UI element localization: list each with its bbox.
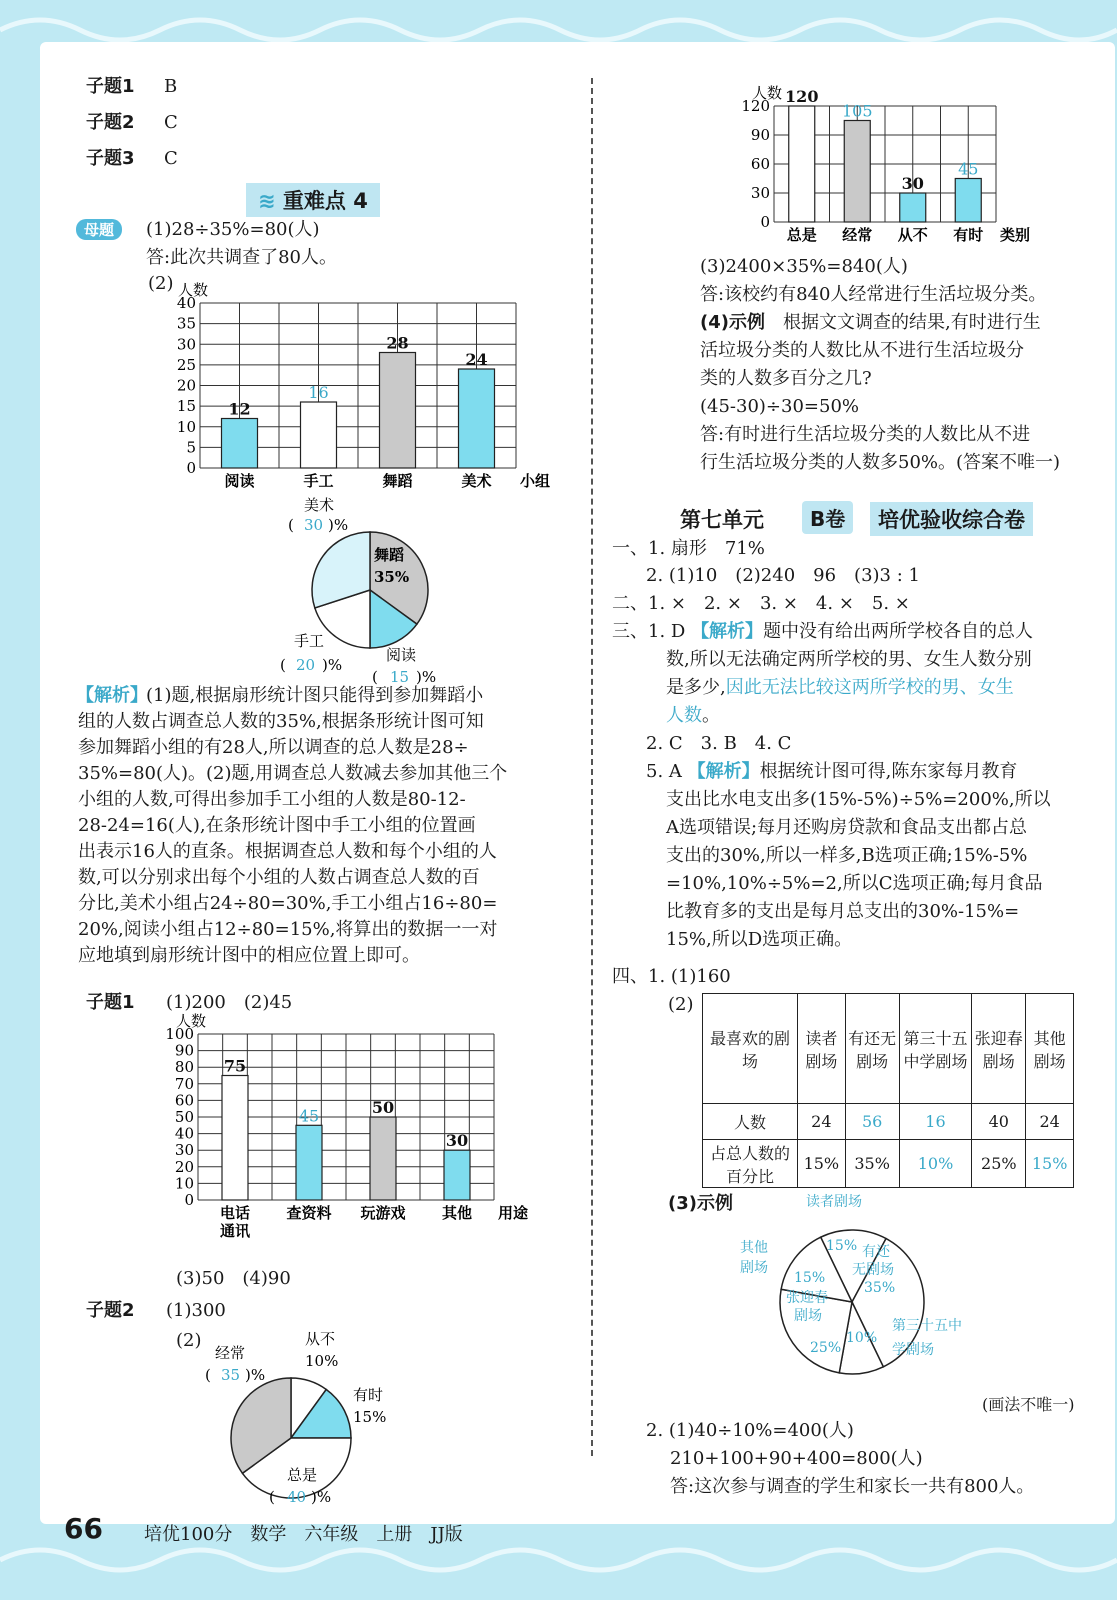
y-tick-label: 50: [174, 1108, 194, 1126]
column-divider: [591, 78, 593, 1456]
unit-header: [680, 500, 1080, 534]
bar-chart-sorting: [741, 78, 1090, 258]
y-tick-label: 10: [174, 1174, 194, 1193]
x-tick-label: 经常: [842, 226, 873, 244]
y-tick-label: 60: [750, 155, 770, 173]
bar: [301, 402, 337, 468]
bar-chart-phone-use: [160, 1012, 560, 1268]
table-cell: 24: [1026, 1104, 1074, 1140]
s3-5-line: [646, 761, 1017, 783]
pie-label-hand-pct: 20: [296, 656, 316, 674]
analysis-line: 小组的人数,可得出参加手工小组的人数是80-12-: [78, 789, 466, 810]
pie-label-reader: 读者剧场: [806, 1194, 862, 1210]
pie-label-dance: 舞蹈: [374, 546, 405, 564]
book-info: 培优100分 数学 六年级 上册 JJ版: [144, 1524, 463, 1545]
x-tick-label: 从不: [897, 226, 928, 244]
unit-title: 第七单元: [680, 508, 764, 532]
c4-line: 答:有时进行生活垃圾分类的人数比从不进: [700, 424, 1031, 445]
s3-5-line: 比教育多的支出是每月总支出的30%-15%=: [666, 901, 1020, 922]
answer-value-1: B: [164, 76, 178, 97]
pie-pct: 10%: [846, 1330, 878, 1346]
table-cell: 40: [972, 1104, 1026, 1140]
s3-1-line: [666, 705, 720, 727]
y-tick-label: 0: [760, 213, 770, 231]
y-tick-label: 40: [176, 294, 196, 312]
y-tick-label: 35: [176, 314, 196, 333]
pie-paren: )%: [245, 1366, 266, 1384]
bar-value-label: 28: [386, 333, 409, 353]
bar: [459, 369, 495, 468]
draw-note: (画法不唯一): [982, 1395, 1075, 1414]
x-tick-label: 查资料: [286, 1204, 332, 1222]
table-cell: 35%: [845, 1140, 899, 1188]
pie-paren: )%: [328, 516, 349, 534]
y-axis-label: 人数: [178, 281, 209, 299]
pie-paren: )%: [322, 656, 343, 674]
c4-line: 类的人数多百分之几?: [700, 368, 872, 389]
y-tick-label: 30: [174, 1141, 194, 1160]
analysis-line: 应地填到扇形统计图中的相应位置上即可。: [78, 945, 420, 966]
bar: [844, 121, 870, 223]
s3-1-end: 。: [702, 705, 720, 726]
mother-problem-tag: 母题: [76, 219, 122, 240]
y-tick-label: 20: [174, 1157, 194, 1176]
unit-subtitle: 培优验收综合卷: [870, 502, 1033, 536]
pie-label-read: 阅读: [386, 646, 417, 664]
y-tick-label: 90: [750, 126, 770, 144]
wave-icon: ≋: [258, 189, 276, 213]
table-cell: 56: [845, 1104, 899, 1140]
bar-value-label: 75: [223, 1056, 247, 1076]
s3-analysis-tag: 【解析】: [691, 621, 764, 642]
y-tick-label: 100: [165, 1025, 194, 1043]
x-axis-label: 类别: [1000, 226, 1031, 244]
pie-paren: (: [288, 516, 294, 534]
c4-line: 行生活垃圾分类的人数多50%。(答案不唯一): [700, 452, 1061, 473]
pie-paren: )%: [311, 1488, 332, 1506]
m1-calc: (1)28÷35%=80(人): [146, 219, 320, 240]
bar: [789, 106, 815, 222]
pie-pct: 25%: [810, 1340, 842, 1356]
pie-paren: (: [372, 668, 378, 686]
bar-value-label: 105: [841, 101, 873, 121]
theater-table: [702, 993, 1074, 1188]
table-header-cell: 有还无剧场: [845, 994, 899, 1104]
s3-1-line: [612, 621, 1033, 643]
pie-pct: 15%: [794, 1270, 826, 1286]
table-row-header: 人数: [703, 1104, 798, 1140]
y-tick-label: 90: [174, 1041, 194, 1060]
pie-label-zhang: 张迎春: [786, 1290, 828, 1306]
x-axis-label: 小组: [520, 472, 551, 490]
s1-2: 2. (1)10 (2)240 96 (3)3 : 1: [646, 565, 920, 586]
bar: [222, 1076, 248, 1201]
pie-label-never-pct: 10%: [305, 1352, 339, 1370]
pie-label-art: 美术: [304, 496, 335, 514]
c4-question: 根据文文调查的结果,有时进行生: [782, 312, 1041, 333]
bar: [222, 419, 258, 469]
pie-label-never: 从不: [305, 1330, 336, 1348]
x-tick-label: 总是: [786, 226, 817, 244]
table-row-header: 占总人数的百分比: [703, 1140, 798, 1188]
bar-value-label: 45: [298, 1106, 320, 1126]
y-tick-label: 70: [174, 1074, 194, 1093]
pie-chart-groups: [270, 496, 470, 695]
s3-1-highlight: 人数: [666, 705, 702, 726]
c3-line: (3)2400×35%=840(人): [700, 256, 908, 277]
pie-pct: 35%: [864, 1280, 896, 1296]
analysis-tag: 【解析】: [76, 685, 148, 706]
analysis-line: 分比,美术小组占24÷80=30%,手工小组占16÷80=: [78, 893, 498, 914]
pie-label-often: 经常: [215, 1344, 246, 1362]
table-cell: 16: [899, 1104, 972, 1140]
s4-2: (2): [668, 994, 694, 1015]
y-tick-label: 30: [750, 184, 770, 202]
table-header-cell: 其他剧场: [1026, 994, 1074, 1104]
page-number: 66: [64, 1512, 103, 1545]
s3-1-text: 题中没有给出两所学校各自的总人: [763, 621, 1034, 642]
table-header-cell: 读者剧场: [798, 994, 846, 1104]
table-cell: 15%: [1026, 1140, 1074, 1188]
c3-line: 答:该校约有840人经常进行生活垃圾分类。: [700, 284, 1047, 305]
m2-label: (2): [148, 273, 174, 294]
analysis-line: 参加舞蹈小组的有28人,所以调查的总人数是28÷: [78, 737, 469, 758]
sub2-answer: (1)300: [166, 1300, 226, 1321]
s4-1: 四、1. (1)160: [612, 966, 731, 987]
analysis-line: 20%,阅读小组占12÷80=15%,将算出的数据一一对: [78, 919, 498, 940]
x-tick-label: 其他: [441, 1204, 473, 1222]
sub2-part2: (2): [176, 1330, 202, 1351]
y-axis-label: 人数: [752, 84, 783, 102]
pie-chart-sorting: [205, 1328, 425, 1506]
pie-label-some-pct: 15%: [353, 1408, 387, 1426]
s3-2: 2. C 3. B 4. C: [646, 733, 792, 754]
answer-label-3: 子题3: [86, 148, 135, 169]
table-header-cell: 第三十五中学剧场: [899, 994, 972, 1104]
pie-label-hand: 手工: [294, 632, 325, 650]
y-tick-label: 120: [741, 97, 770, 115]
s3-5-line: 支出比水电支出多(15%-5%)÷5%=200%,所以: [666, 789, 1051, 810]
s3-5-answer: 5. A: [646, 761, 682, 782]
q2-line: 210+100+90+400=800(人): [670, 1448, 923, 1469]
s4-3: (3)示例: [668, 1193, 733, 1214]
sub2-label: 子题2: [86, 1300, 135, 1321]
bar: [370, 1117, 396, 1200]
x-axis-label: 用途: [498, 1204, 529, 1222]
pie-label-other: 其他: [740, 1240, 768, 1256]
y-tick-label: 80: [174, 1058, 194, 1077]
pie-chart-theater: [740, 1192, 1010, 1402]
bar-value-label: 30: [445, 1131, 469, 1151]
s3-1-answer: 三、1. D: [612, 621, 686, 642]
pie-label-school: 第三十五中: [892, 1318, 962, 1334]
section-title: [246, 183, 380, 217]
analysis-line: 数,可以分别求出每个小组的人数占调查总人数的百: [78, 867, 480, 888]
s3-5-line: 15%,所以D选项正确。: [666, 929, 853, 950]
x-tick-label: 舞蹈: [382, 472, 413, 490]
table-cell: 25%: [972, 1140, 1026, 1188]
s3-1-line: [666, 677, 1014, 699]
bar-value-label: 30: [901, 174, 924, 193]
table-header-cell: 张迎春剧场: [972, 994, 1026, 1104]
c4-line: (45-30)÷30=50%: [700, 396, 860, 417]
bar-value-label: 120: [785, 87, 819, 106]
pie-label-dance-pct: 35%: [374, 568, 410, 586]
pie-label-school: 学剧场: [892, 1342, 934, 1358]
y-tick-label: 20: [176, 376, 196, 395]
pie-label-often-pct: 35: [221, 1366, 241, 1384]
table-cell: 10%: [899, 1140, 972, 1188]
y-tick-label: 25: [176, 355, 196, 374]
y-tick-label: 60: [174, 1091, 194, 1110]
bar-value-label: 24: [465, 350, 488, 369]
pie-label-art-pct: 30: [304, 516, 324, 534]
section-title-text: 重难点 4: [282, 189, 368, 213]
answer-label-2: 子题2: [86, 112, 135, 133]
y-tick-label: 40: [174, 1124, 194, 1143]
y-tick-label: 15: [176, 397, 196, 416]
pie-label-read-pct: 15: [390, 668, 410, 686]
c4-lead: (4)示例: [700, 312, 765, 333]
bar: [296, 1125, 322, 1200]
y-tick-label: 5: [186, 438, 196, 457]
pie-paren: (: [205, 1366, 211, 1384]
y-tick-label: 0: [184, 1191, 194, 1209]
s1-1: 一、1. 扇形 71%: [612, 538, 765, 559]
x-tick-label: 手工: [303, 472, 334, 490]
table-header-cell: 最喜欢的剧场: [703, 994, 798, 1104]
bar: [444, 1150, 470, 1200]
pie-paren: (: [269, 1488, 275, 1506]
pie-pct: 15%: [826, 1238, 858, 1254]
bar: [955, 179, 981, 223]
analysis-line: 35%=80(人)。(2)题,用调查总人数减去参加其他三个: [78, 763, 508, 784]
table-cell: 24: [798, 1104, 846, 1140]
y-tick-label: 30: [176, 335, 196, 354]
x-tick-label: 阅读: [224, 472, 255, 490]
answer-label-1: 子题1: [86, 76, 135, 97]
y-axis-label: 人数: [176, 1012, 207, 1030]
x-tick-label: 通讯: [219, 1222, 251, 1240]
table-cell: 15%: [798, 1140, 846, 1188]
answer-value-2: C: [164, 112, 178, 133]
x-tick-label: 玩游戏: [360, 1204, 406, 1222]
pie-label-always: 总是: [287, 1466, 318, 1484]
bar-chart-groups: [160, 272, 580, 502]
s3-1-line: 数,所以无法确定两所学校的男、女生人数分别: [666, 649, 1032, 670]
bar-value-label: 12: [228, 399, 251, 419]
pie-label-youhuan: 有还: [862, 1244, 890, 1260]
answer-value-3: C: [164, 148, 178, 169]
s3-5-analysis-tag: 【解析】: [687, 761, 760, 782]
x-tick-label: 电话: [219, 1204, 251, 1222]
bar: [900, 193, 926, 222]
y-tick-label: 0: [186, 459, 196, 477]
sub1-label: 子题1: [86, 992, 135, 1013]
s3-5-line: =10%,10%÷5%=2,所以C选项正确;每月食品: [666, 873, 1043, 894]
x-tick-label: 有时: [953, 226, 984, 244]
x-tick-label: 美术: [461, 472, 492, 490]
analysis-line: (1)题,根据扇形统计图只能得到参加舞蹈小: [146, 685, 484, 706]
s3-5-text: 根据统计图可得,陈东家每月教育: [759, 761, 1018, 782]
pie-label-zhang: 剧场: [794, 1308, 822, 1324]
unit-b-badge: B卷: [802, 501, 853, 534]
pie-paren: (: [280, 656, 286, 674]
q2-line: 2. (1)40÷10%=400(人): [646, 1420, 854, 1441]
pie-label-some: 有时: [353, 1386, 384, 1404]
s3-1-highlight: 因此无法比较这两所学校的男、女生: [725, 677, 1014, 698]
analysis-line: 出表示16人的直条。根据调查总人数和每个小组的人: [78, 841, 497, 862]
c4-line-1: [700, 312, 1041, 334]
analysis-line: 28-24=16(人),在条形统计图中手工小组的位置画: [78, 815, 476, 836]
bar: [380, 353, 416, 469]
sub1-answer: (1)200 (2)45: [166, 992, 293, 1013]
c4-line: 活垃圾分类的人数比从不进行生活垃圾分: [700, 340, 1024, 361]
pie-label-always-pct: 40: [287, 1488, 307, 1506]
m1-answer: 答:此次共调查了80人。: [146, 247, 337, 268]
s3-1-text: 是多少,: [666, 677, 726, 698]
s2: 二、1. × 2. × 3. × 4. × 5. ×: [612, 593, 910, 614]
pie-paren: )%: [416, 668, 437, 686]
bar-value-label: 45: [958, 159, 979, 179]
bar-value-label: 16: [308, 383, 329, 402]
pie-label-youhuan: 无剧场: [852, 1262, 894, 1278]
bar-value-label: 50: [371, 1098, 395, 1117]
s3-5-line: 支出的30%,所以一样多,B选项正确;15%-5%: [666, 845, 1028, 866]
q2-line: 答:这次参与调查的学生和家长一共有800人。: [670, 1476, 1035, 1497]
pie-label-other: 剧场: [740, 1260, 768, 1276]
sub1-answer-2: (3)50 (4)90: [176, 1268, 291, 1289]
y-tick-label: 10: [176, 417, 196, 436]
analysis-line: 组的人数占调查总人数的35%,根据条形统计图可知: [78, 711, 484, 732]
s3-5-line: A选项错误;每月还购房贷款和食品支出都占总: [666, 817, 1028, 838]
